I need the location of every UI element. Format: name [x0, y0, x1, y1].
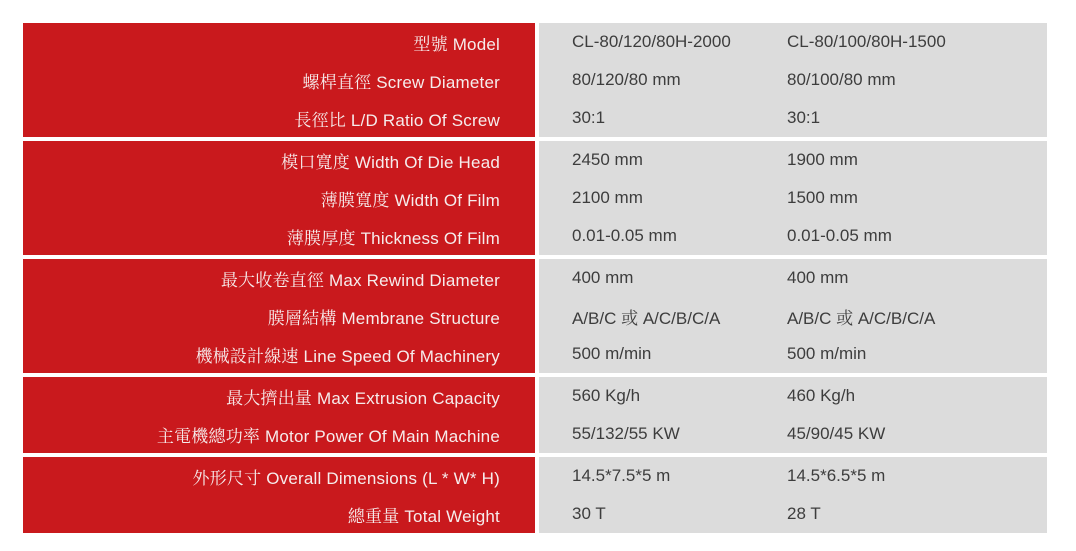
- table-row: [23, 335, 1047, 373]
- spec-group-power: [23, 377, 1047, 453]
- table-row: [23, 99, 1047, 137]
- value-model-2: 500 m/min: [787, 344, 867, 363]
- row-label: 長徑比 L/D Ratio Of Screw: [23, 99, 535, 137]
- table-row: [23, 259, 1047, 297]
- row-label: 薄膜寬度 Width Of Film: [23, 179, 535, 217]
- value-model-2: 45/90/45 KW: [787, 424, 886, 443]
- table-row: [23, 297, 1047, 335]
- row-values: [539, 23, 1047, 61]
- row-values: [539, 99, 1047, 137]
- row-values: [539, 297, 1047, 335]
- table-row: [23, 457, 1047, 495]
- table-row: [23, 415, 1047, 453]
- value-model-2: 0.01-0.05 mm: [787, 226, 892, 245]
- value-model-2: 28 T: [787, 504, 821, 523]
- row-values: [539, 415, 1047, 453]
- value-model-2: 1900 mm: [787, 150, 858, 169]
- spec-group-rewind: [23, 259, 1047, 373]
- row-label: 型號 Model: [23, 23, 535, 61]
- value-model-1: A/B/C 或 A/C/B/C/A: [572, 308, 721, 328]
- row-label: 主電機總功率 Motor Power Of Main Machine: [23, 415, 535, 453]
- row-values: [539, 61, 1047, 99]
- row-label: 機械設計線速 Line Speed Of Machinery: [23, 335, 535, 373]
- value-model-2: CL-80/100/80H-1500: [787, 32, 946, 51]
- row-label: 螺桿直徑 Screw Diameter: [23, 61, 535, 99]
- table-row: [23, 61, 1047, 99]
- spec-group-screw: [23, 23, 1047, 137]
- row-label: 總重量 Total Weight: [23, 495, 535, 533]
- table-row: [23, 23, 1047, 61]
- value-model-1: 55/132/55 KW: [572, 424, 680, 443]
- row-values: [539, 179, 1047, 217]
- value-model-1: 30 T: [572, 504, 606, 523]
- value-model-2: 14.5*6.5*5 m: [787, 466, 886, 485]
- row-values: [539, 335, 1047, 373]
- value-model-1: 2100 mm: [572, 188, 643, 207]
- row-label: 外形尺寸 Overall Dimensions (L * W* H): [23, 457, 535, 495]
- row-label: 薄膜厚度 Thickness Of Film: [23, 217, 535, 255]
- value-model-1: 30:1: [572, 108, 606, 127]
- table-row: [23, 217, 1047, 255]
- value-model-2: 400 mm: [787, 268, 849, 287]
- row-values: [539, 377, 1047, 415]
- value-model-1: 80/120/80 mm: [572, 70, 681, 89]
- row-values: [539, 495, 1047, 533]
- row-label: 最大擠出量 Max Extrusion Capacity: [23, 377, 535, 415]
- value-model-1: 400 mm: [572, 268, 634, 287]
- value-model-2: 80/100/80 mm: [787, 70, 896, 89]
- table-row: [23, 495, 1047, 533]
- row-label: 模口寬度 Width Of Die Head: [23, 141, 535, 179]
- value-model-1: 14.5*7.5*5 m: [572, 466, 671, 485]
- spec-group-dimensions: [23, 457, 1047, 533]
- row-values: [539, 141, 1047, 179]
- row-values: [539, 217, 1047, 255]
- value-model-1: 500 m/min: [572, 344, 652, 363]
- row-values: [539, 259, 1047, 297]
- value-model-1: 560 Kg/h: [572, 386, 641, 405]
- spec-group-film: [23, 141, 1047, 255]
- spec-table: [23, 23, 1047, 533]
- row-values: [539, 457, 1047, 495]
- row-label: 膜層結構 Membrane Structure: [23, 297, 535, 335]
- value-model-2: 1500 mm: [787, 188, 858, 207]
- value-model-2: 30:1: [787, 108, 821, 127]
- value-model-1: 2450 mm: [572, 150, 643, 169]
- value-model-1: 0.01-0.05 mm: [572, 226, 677, 245]
- table-row: [23, 179, 1047, 217]
- value-model-2: A/B/C 或 A/C/B/C/A: [787, 308, 936, 328]
- table-row: [23, 141, 1047, 179]
- value-model-1: CL-80/120/80H-2000: [572, 32, 731, 51]
- row-label: 最大收卷直徑 Max Rewind Diameter: [23, 259, 535, 297]
- table-row: [23, 377, 1047, 415]
- value-model-2: 460 Kg/h: [787, 386, 856, 405]
